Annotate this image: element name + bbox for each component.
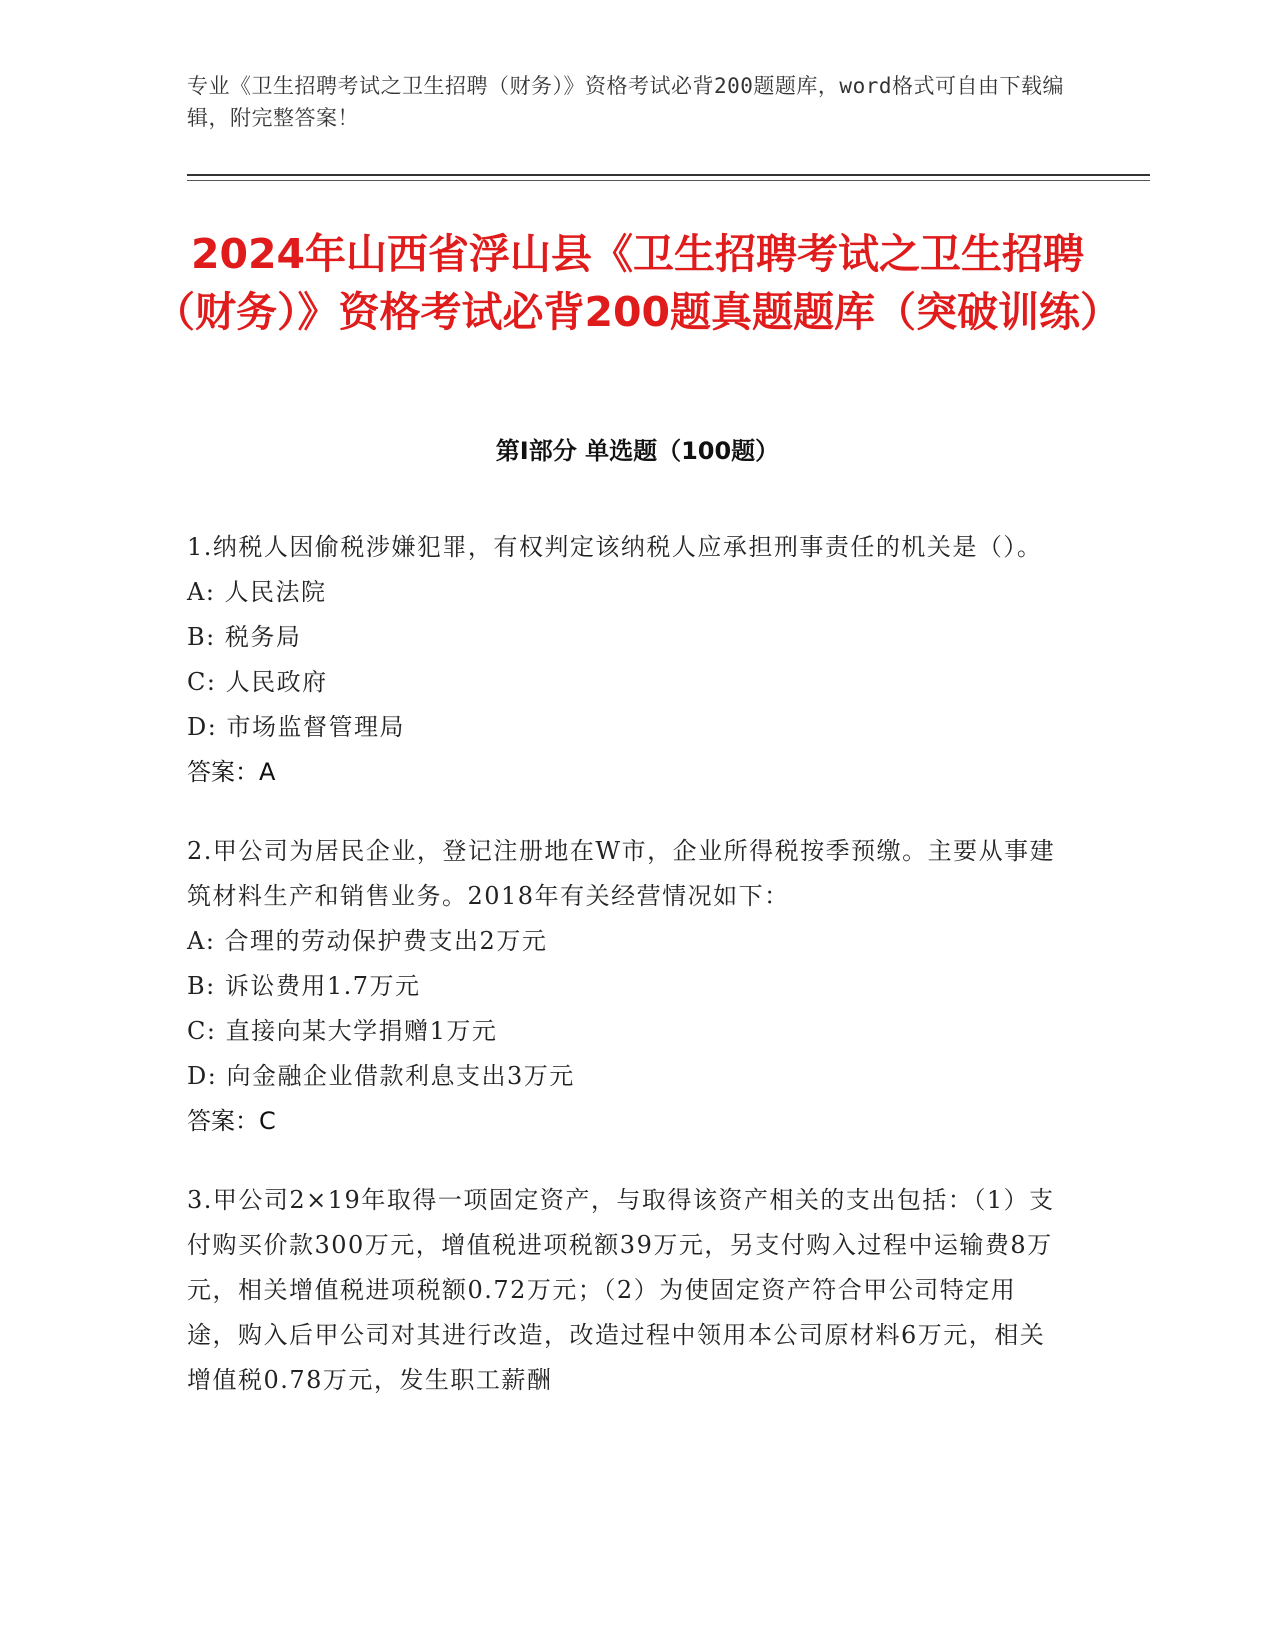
option-a: A: 合理的劳动保护费支出2万元 <box>187 927 548 955</box>
answer: 答案：C <box>187 1107 276 1135</box>
question-stem: 3.甲公司2×19年取得一项固定资产，与取得该资产相关的支出包括：（1）支付购买价款300万元，增值税进项税额39万元，另支付购入过程中运输费8万元，相关增值税进项税额0.72万元；（2）为使固定资产符合甲公司特定用途，购入后甲公司对其进行改造，改造过程中领用本公司原材料6万元，相关增值税0.78万元，发生职工薪酬 <box>187 1186 1055 1394</box>
question-stem: 1.纳税人因偷税涉嫌犯罪，有权判定该纳税人应承担刑事责任的机关是（）。 <box>187 533 1043 561</box>
option-c: C: 直接向某大学捐赠1万元 <box>187 1017 498 1045</box>
divider-thick <box>187 174 1150 176</box>
document-title: 2024年山西省浮山县《卫生招聘考试之卫生招聘（财务）》资格考试必背200题真题题库（突破训练） <box>153 230 1122 336</box>
header-divider <box>187 174 1150 181</box>
option-d: D: 市场监督管理局 <box>187 713 405 741</box>
question-2 <box>187 829 1067 1144</box>
question-stem: 2.甲公司为居民企业，登记注册地在W市，企业所得税按季预缴。主要从事建筑材料生产和销售业务。2018年有关经营情况如下： <box>187 837 1056 910</box>
option-b: B: 税务局 <box>187 623 302 651</box>
divider-thin <box>187 180 1150 181</box>
option-d: D: 向金融企业借款利息支出3万元 <box>187 1062 575 1090</box>
answer: 答案：A <box>187 758 276 786</box>
option-c: C: 人民政府 <box>187 668 328 696</box>
header-note-block <box>187 70 1087 134</box>
header-note: 专业《卫生招聘考试之卫生招聘（财务）》资格考试必背200题题库，word格式可自由下载编辑，附完整答案！ <box>187 74 1064 130</box>
question-list <box>187 525 1067 1437</box>
question-3 <box>187 1178 1067 1403</box>
option-b: B: 诉讼费用1.7万元 <box>187 972 421 1000</box>
section-heading: 第I部分 单选题（100题） <box>495 437 780 465</box>
option-a: A: 人民法院 <box>187 578 327 606</box>
question-1 <box>187 525 1067 795</box>
